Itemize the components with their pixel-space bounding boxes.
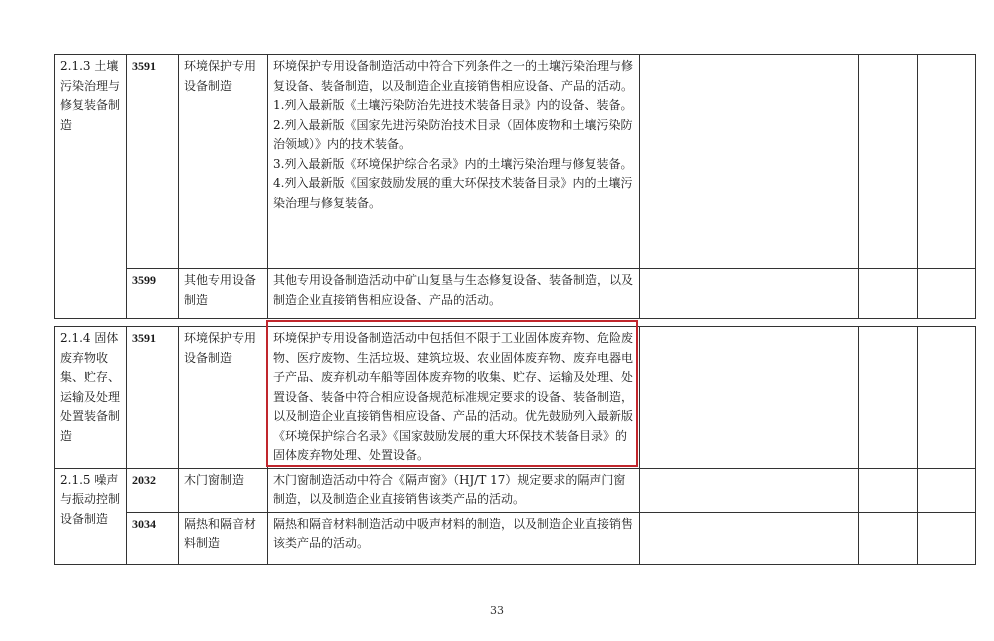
description-paragraph: 木门窗制造活动中符合《隔声窗》（HJ/T 17）规定要求的隔声门窗制造，以及制造企业直接销售该类产品的活动。	[273, 472, 626, 506]
description-paragraph: 隔热和隔音材料制造活动中吸声材料的制造，以及制造企业直接销售该类产品的活动。	[273, 516, 634, 550]
description-paragraph: 其他专用设备制造活动中矿山复垦与生态修复设备、装备制造，以及制造企业直接销售相应设备、产品的活动。	[273, 273, 634, 307]
table-row	[55, 319, 976, 327]
empty-cell	[640, 269, 859, 319]
empty-cell	[918, 327, 976, 469]
industry-name-cell: 环境保护专用设备制造	[179, 55, 268, 269]
catalog-table	[54, 54, 976, 565]
empty-cell	[640, 512, 859, 564]
row-gap	[55, 319, 976, 327]
industry-code-cell: 3599	[127, 269, 179, 319]
description-paragraph: 4.列入最新版《国家鼓励发展的重大环保技术装备目录》内的土壤污染治理与修复装备。	[273, 176, 633, 210]
description-paragraph: 1.列入最新版《土壤污染防治先进技术装备目录》内的设备、装备。	[273, 98, 633, 112]
page-number: 33	[490, 604, 504, 617]
empty-cell	[918, 269, 976, 319]
description-cell	[268, 468, 640, 512]
category-cell: 2.1.5 噪声与振动控制设备制造	[55, 468, 127, 564]
empty-cell	[859, 269, 918, 319]
description-paragraph: 3.列入最新版《环境保护综合名录》内的土壤污染治理与修复装备。	[273, 156, 633, 171]
empty-cell	[918, 55, 976, 269]
category-cell: 2.1.3 土壤污染治理与修复装备制造	[55, 55, 127, 319]
industry-name-cell: 环境保护专用设备制造	[179, 327, 268, 469]
description-cell	[268, 512, 640, 564]
category-cell: 2.1.4 固体废弃物收集、贮存、运输及处理处置装备制造	[55, 327, 127, 469]
empty-cell	[859, 468, 918, 512]
description-cell	[268, 327, 640, 469]
empty-cell	[859, 512, 918, 564]
table-row	[55, 327, 976, 469]
industry-code-cell: 3034	[127, 512, 179, 564]
empty-cell	[918, 512, 976, 564]
description-cell	[268, 269, 640, 319]
empty-cell	[640, 327, 859, 469]
industry-code-cell: 2032	[127, 468, 179, 512]
empty-cell	[859, 55, 918, 269]
industry-name-cell: 木门窗制造	[179, 468, 268, 512]
empty-cell	[859, 327, 918, 469]
description-paragraph: 环境保护专用设备制造活动中符合下列条件之一的土壤污染治理与修复设备、装备制造，以及制造企业直接销售相应设备、产品的活动。	[273, 59, 634, 93]
empty-cell	[640, 55, 859, 269]
industry-code-cell: 3591	[127, 55, 179, 269]
industry-name-cell: 其他专用设备制造	[179, 269, 268, 319]
description-cell	[268, 55, 640, 269]
table-row	[55, 512, 976, 564]
table-row	[55, 269, 976, 319]
industry-name-cell: 隔热和隔音材料制造	[179, 512, 268, 564]
table-row	[55, 468, 976, 512]
empty-cell	[640, 468, 859, 512]
description-paragraph: 环境保护专用设备制造活动中包括但不限于工业固体废弃物、危险废物、医疗废物、生活垃圾、建筑垃圾、农业固体废弃物、废弃电器电子产品、废弃机动车船等固体废弃物的收集、贮存、运输及处理、处置设备、装备中符合相应设备规范标准规定要求的设备、装备制造，以及制造企业直接销售相应设备、产品的活动。优先鼓励列入最新版《环境保护综合名录》《国家鼓励发展的重大环保技术装备目录》的固体废弃物处理、处置设备。	[273, 331, 634, 462]
industry-code-cell: 3591	[127, 327, 179, 469]
description-paragraph: 2.列入最新版《国家先进污染防治技术目录（固体废物和土壤污染防治领域）》内的技术装备。	[273, 117, 633, 151]
empty-cell	[918, 468, 976, 512]
table-row	[55, 55, 976, 269]
